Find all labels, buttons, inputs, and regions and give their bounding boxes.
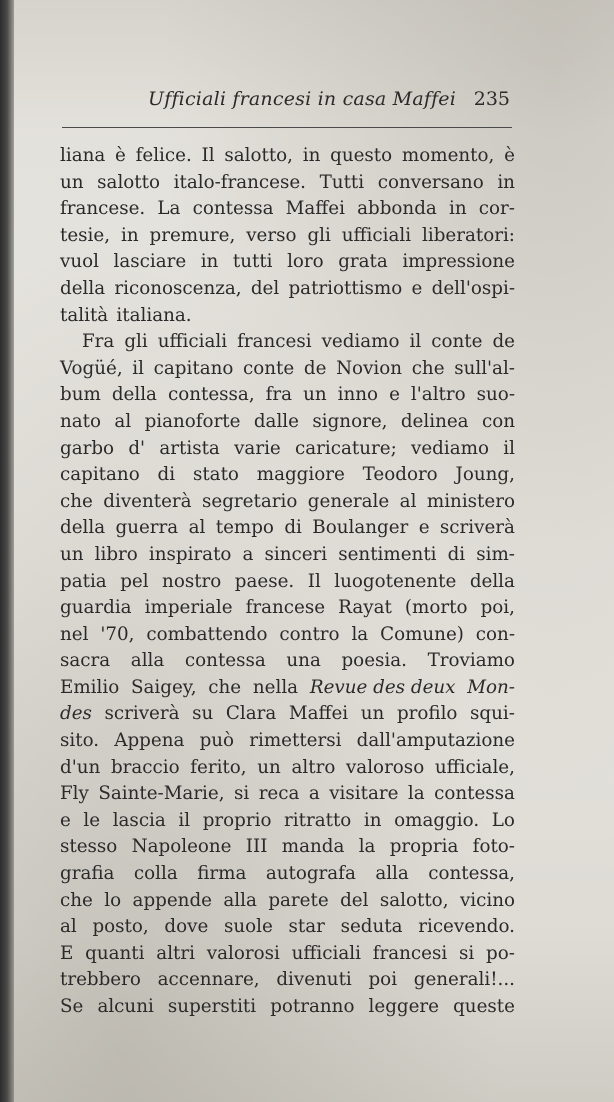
word: che bbox=[208, 676, 242, 698]
word: il bbox=[409, 331, 422, 353]
word: nel bbox=[60, 623, 89, 645]
word: altro bbox=[291, 756, 336, 778]
word: francesi bbox=[372, 942, 448, 964]
word: valorosi bbox=[206, 942, 280, 964]
text-line bbox=[60, 808, 515, 835]
word: in bbox=[363, 809, 382, 831]
word: francese bbox=[245, 597, 326, 619]
word: felice. bbox=[135, 145, 192, 166]
word: vediamo bbox=[321, 331, 400, 353]
word: del bbox=[340, 889, 369, 911]
text-line bbox=[60, 249, 515, 276]
word: il bbox=[503, 437, 515, 459]
word: Emilio bbox=[60, 676, 120, 698]
word: ufficiale, bbox=[434, 756, 515, 778]
word: Comune) bbox=[380, 623, 464, 645]
word: inspirato bbox=[148, 543, 232, 565]
word: tutti bbox=[232, 251, 273, 273]
word: conversano bbox=[377, 171, 484, 193]
word: firma bbox=[197, 863, 247, 885]
word: accennare, bbox=[157, 969, 260, 991]
word: un bbox=[303, 384, 327, 406]
word: salotto bbox=[97, 171, 161, 193]
word: lascia bbox=[112, 809, 166, 831]
text-line bbox=[60, 622, 515, 649]
text-line bbox=[60, 170, 515, 197]
word: d'un bbox=[60, 756, 101, 778]
word: conte bbox=[431, 331, 483, 353]
word: è bbox=[504, 145, 515, 166]
word: salotto, bbox=[379, 889, 449, 911]
word: maggiore bbox=[256, 464, 345, 486]
word: Revue des deux bbox=[309, 676, 456, 698]
word: e bbox=[418, 517, 430, 539]
word: verso bbox=[246, 224, 297, 246]
word: Sainte-Marie, bbox=[98, 783, 225, 805]
word: lasciare bbox=[113, 251, 187, 273]
word: gli bbox=[307, 224, 331, 246]
word: al bbox=[60, 916, 77, 938]
word: abbonda bbox=[357, 198, 437, 220]
word: conte bbox=[243, 357, 295, 379]
text-line bbox=[60, 967, 515, 994]
word: bum bbox=[60, 384, 101, 406]
word: Tutti bbox=[319, 171, 365, 193]
word: cor- bbox=[478, 198, 515, 220]
word: di bbox=[157, 464, 176, 486]
word: proprio bbox=[202, 809, 272, 831]
page-header bbox=[60, 84, 512, 114]
word: poi bbox=[368, 969, 398, 991]
word: generali!... bbox=[413, 969, 515, 991]
word: foto- bbox=[472, 836, 515, 858]
text-line bbox=[60, 569, 515, 596]
word: Saigey, bbox=[131, 676, 197, 698]
word: trebbero bbox=[60, 969, 141, 991]
word: Vogüé, bbox=[60, 357, 123, 379]
word: la bbox=[358, 836, 376, 858]
word: vuol bbox=[60, 251, 99, 273]
word: '70, bbox=[100, 623, 135, 645]
text-line bbox=[60, 781, 515, 808]
word: della bbox=[60, 277, 106, 299]
word: ufficiali bbox=[157, 331, 228, 353]
word: al bbox=[188, 517, 206, 539]
word: in bbox=[200, 251, 219, 273]
word: suole bbox=[223, 916, 273, 938]
word: una bbox=[286, 650, 321, 672]
word: in bbox=[497, 171, 515, 193]
word: caricature; bbox=[295, 437, 397, 459]
word: scriverà bbox=[439, 517, 515, 539]
text-line bbox=[60, 489, 515, 516]
header-rule bbox=[62, 127, 512, 128]
text-line bbox=[60, 196, 515, 223]
word: in bbox=[302, 145, 321, 166]
word: seduta bbox=[340, 916, 403, 938]
word: superstiti bbox=[167, 996, 257, 1017]
text-line bbox=[60, 941, 515, 968]
word: segretario bbox=[202, 490, 298, 512]
word: poesia. bbox=[341, 650, 407, 672]
word: III bbox=[245, 836, 268, 858]
word: autografa bbox=[265, 863, 356, 885]
text-line bbox=[60, 276, 515, 303]
word: contessa bbox=[434, 783, 515, 805]
text-line bbox=[60, 409, 515, 436]
word: capitano bbox=[60, 464, 140, 486]
word: questo bbox=[330, 145, 393, 166]
word: squi- bbox=[470, 703, 515, 725]
word: star bbox=[288, 916, 325, 938]
word: alcuni bbox=[97, 996, 154, 1017]
word: visitare bbox=[329, 783, 399, 805]
text-line bbox=[60, 462, 515, 489]
word: in bbox=[448, 198, 467, 220]
word: suo- bbox=[476, 384, 515, 406]
word: dove bbox=[164, 916, 209, 938]
word: leggere bbox=[368, 996, 439, 1017]
word: e bbox=[60, 809, 71, 831]
word: con bbox=[481, 410, 515, 432]
word: d' bbox=[128, 437, 146, 459]
word: ufficiali bbox=[341, 224, 412, 246]
word: italiana. bbox=[116, 304, 192, 326]
word: alla bbox=[375, 863, 409, 885]
word: francese. bbox=[60, 198, 146, 220]
word: l'altro bbox=[410, 384, 466, 406]
word: varie bbox=[234, 437, 281, 459]
word: ministero bbox=[426, 490, 515, 512]
word: e bbox=[411, 277, 423, 299]
word: si bbox=[459, 942, 475, 964]
word: Appena bbox=[114, 730, 185, 752]
text-line bbox=[60, 595, 515, 622]
word: potranno bbox=[270, 996, 355, 1017]
text-line bbox=[60, 223, 515, 250]
word: scriverà bbox=[104, 703, 180, 725]
word: ricevendo. bbox=[418, 916, 515, 938]
word: contessa, bbox=[167, 384, 255, 406]
word: parete bbox=[268, 889, 329, 911]
word: talità bbox=[60, 304, 109, 326]
word: su bbox=[192, 703, 214, 725]
body-text bbox=[60, 143, 515, 1021]
word: del bbox=[250, 277, 280, 299]
word: a bbox=[308, 783, 320, 805]
word: che bbox=[60, 889, 93, 911]
word: des bbox=[60, 703, 92, 725]
word: premure, bbox=[149, 224, 236, 246]
word: Napoleone bbox=[131, 836, 232, 858]
word: la bbox=[351, 623, 369, 645]
text-line bbox=[60, 861, 515, 888]
word: sull'al- bbox=[454, 357, 515, 379]
word: ferito, bbox=[190, 756, 247, 778]
word: della bbox=[469, 570, 515, 592]
word: reca bbox=[258, 783, 300, 805]
word: pel bbox=[120, 570, 149, 592]
word: stato bbox=[192, 464, 239, 486]
word: Joung, bbox=[455, 464, 515, 486]
word: delinea bbox=[400, 410, 469, 432]
word: garbo bbox=[60, 437, 115, 459]
word: gli bbox=[124, 331, 148, 353]
word: liana bbox=[60, 145, 106, 166]
word: le bbox=[83, 809, 101, 831]
word: La bbox=[157, 198, 181, 220]
word: dalle bbox=[253, 410, 299, 432]
word: si bbox=[234, 783, 250, 805]
word: salotto, bbox=[224, 145, 293, 166]
word: grata bbox=[338, 251, 388, 273]
word: grafia bbox=[60, 863, 115, 885]
word: Fly bbox=[60, 783, 89, 805]
word: la bbox=[407, 783, 425, 805]
text-line bbox=[60, 515, 515, 542]
text-line bbox=[60, 329, 515, 356]
word: Mon- bbox=[467, 676, 515, 698]
word: sito. bbox=[60, 730, 100, 752]
word: sentimenti bbox=[338, 543, 437, 565]
word: riconoscenza, bbox=[114, 277, 242, 299]
text-line bbox=[60, 914, 515, 941]
word: è bbox=[115, 145, 126, 166]
book-spine-shadow bbox=[0, 0, 14, 1102]
word: della bbox=[60, 517, 106, 539]
text-line bbox=[60, 542, 515, 569]
text-line bbox=[60, 888, 515, 915]
text-line bbox=[60, 994, 515, 1021]
word: della bbox=[111, 384, 157, 406]
word: vediamo bbox=[411, 437, 489, 459]
word: patriottismo bbox=[288, 277, 403, 299]
word: al bbox=[399, 490, 417, 512]
word: combattendo bbox=[146, 623, 268, 645]
word: propria bbox=[389, 836, 459, 858]
page-number: 235 bbox=[473, 88, 510, 110]
text-line bbox=[60, 701, 515, 728]
word: E bbox=[60, 942, 74, 964]
word: tesie, bbox=[60, 224, 111, 246]
word: Il bbox=[201, 145, 215, 166]
word: Teodoro bbox=[362, 464, 438, 486]
word: sinceri bbox=[264, 543, 328, 565]
word: a bbox=[242, 543, 254, 565]
word: lo bbox=[104, 889, 122, 911]
word: (morto bbox=[404, 597, 468, 619]
word: e bbox=[389, 384, 400, 406]
word: guerra bbox=[115, 517, 179, 539]
word: Clara bbox=[225, 703, 277, 725]
word: Lo bbox=[491, 809, 515, 831]
word: in bbox=[120, 224, 139, 246]
word: il bbox=[178, 809, 191, 831]
word: dell'ospi- bbox=[431, 277, 515, 299]
text-line bbox=[60, 675, 515, 702]
word: impressione bbox=[402, 251, 515, 273]
word: al bbox=[114, 410, 132, 432]
word: alla bbox=[130, 650, 165, 672]
word: valoroso bbox=[345, 756, 425, 778]
word: il bbox=[132, 357, 144, 379]
text-line bbox=[60, 356, 515, 383]
word: appende bbox=[132, 889, 212, 911]
word: liberatori: bbox=[422, 224, 515, 246]
word: che bbox=[60, 490, 93, 512]
word: ritratto bbox=[284, 809, 352, 831]
word: alla bbox=[223, 889, 257, 911]
word: paese. bbox=[234, 570, 295, 592]
word: sim- bbox=[476, 543, 515, 565]
word: guardia bbox=[60, 597, 132, 619]
text-line bbox=[60, 755, 515, 782]
word: contessa, bbox=[428, 863, 515, 885]
word: capitano bbox=[153, 357, 234, 379]
word: divenuti bbox=[276, 969, 352, 991]
word: contro bbox=[279, 623, 340, 645]
word: queste bbox=[453, 996, 515, 1017]
word: omaggio. bbox=[394, 809, 480, 831]
text-line bbox=[60, 728, 515, 755]
word: Rayat bbox=[338, 597, 392, 619]
word: un bbox=[257, 756, 281, 778]
word: contessa bbox=[184, 650, 266, 672]
word: braccio bbox=[110, 756, 180, 778]
word: dall'amputazione bbox=[356, 730, 515, 752]
word: Maffei bbox=[288, 703, 349, 725]
word: diventerà bbox=[103, 490, 192, 512]
text-line bbox=[60, 436, 515, 463]
word: quanti bbox=[85, 942, 145, 964]
word: luogotenente bbox=[334, 570, 457, 592]
word: pianoforte bbox=[144, 410, 241, 432]
word: ufficiali bbox=[291, 942, 361, 964]
word: manda bbox=[281, 836, 345, 858]
word: de bbox=[492, 331, 515, 353]
word: po- bbox=[486, 942, 515, 964]
word: Novion bbox=[336, 357, 403, 379]
text-line bbox=[60, 834, 515, 861]
word: Se bbox=[60, 996, 84, 1017]
word: che bbox=[411, 357, 445, 379]
text-line bbox=[60, 648, 515, 675]
word: vicino bbox=[459, 889, 515, 911]
word: inno bbox=[337, 384, 379, 406]
word: rimettersi bbox=[249, 730, 342, 752]
word: con- bbox=[475, 623, 515, 645]
word: momento, bbox=[401, 145, 495, 166]
word: di bbox=[284, 517, 302, 539]
word: di bbox=[447, 543, 466, 565]
word: contessa bbox=[192, 198, 274, 220]
word: altri bbox=[156, 942, 195, 964]
word: posto, bbox=[92, 916, 149, 938]
word: signore, bbox=[312, 410, 388, 432]
word: tempo bbox=[215, 517, 274, 539]
word: un bbox=[60, 171, 84, 193]
word: nella bbox=[252, 676, 299, 698]
word: un bbox=[60, 543, 84, 565]
word: Maffei bbox=[285, 198, 345, 220]
text-line bbox=[60, 382, 515, 409]
word: loro bbox=[287, 251, 324, 273]
word: patia bbox=[60, 570, 107, 592]
running-title: Ufficiali francesi in casa Maffei bbox=[148, 88, 457, 110]
word: fra bbox=[265, 384, 293, 406]
word: artista bbox=[159, 437, 220, 459]
word: Boulanger bbox=[312, 517, 409, 539]
word: imperiale bbox=[144, 597, 233, 619]
word: de bbox=[303, 357, 327, 379]
word: Fra bbox=[82, 331, 115, 353]
word: Troviamo bbox=[427, 650, 515, 672]
text-line bbox=[60, 143, 515, 170]
word: generale bbox=[307, 490, 390, 512]
word: può bbox=[199, 730, 235, 752]
word: un bbox=[360, 703, 385, 725]
word: poi, bbox=[480, 597, 515, 619]
text-line bbox=[60, 303, 515, 330]
word: sacra bbox=[60, 650, 111, 672]
word: libro bbox=[94, 543, 138, 565]
word: francesi bbox=[237, 331, 312, 353]
word: profilo bbox=[396, 703, 458, 725]
word: Il bbox=[307, 570, 321, 592]
word: colla bbox=[133, 863, 178, 885]
word: italo-francese. bbox=[173, 171, 306, 193]
word: nostro bbox=[162, 570, 222, 592]
word: stesso bbox=[60, 836, 118, 858]
word: nato bbox=[60, 410, 102, 432]
